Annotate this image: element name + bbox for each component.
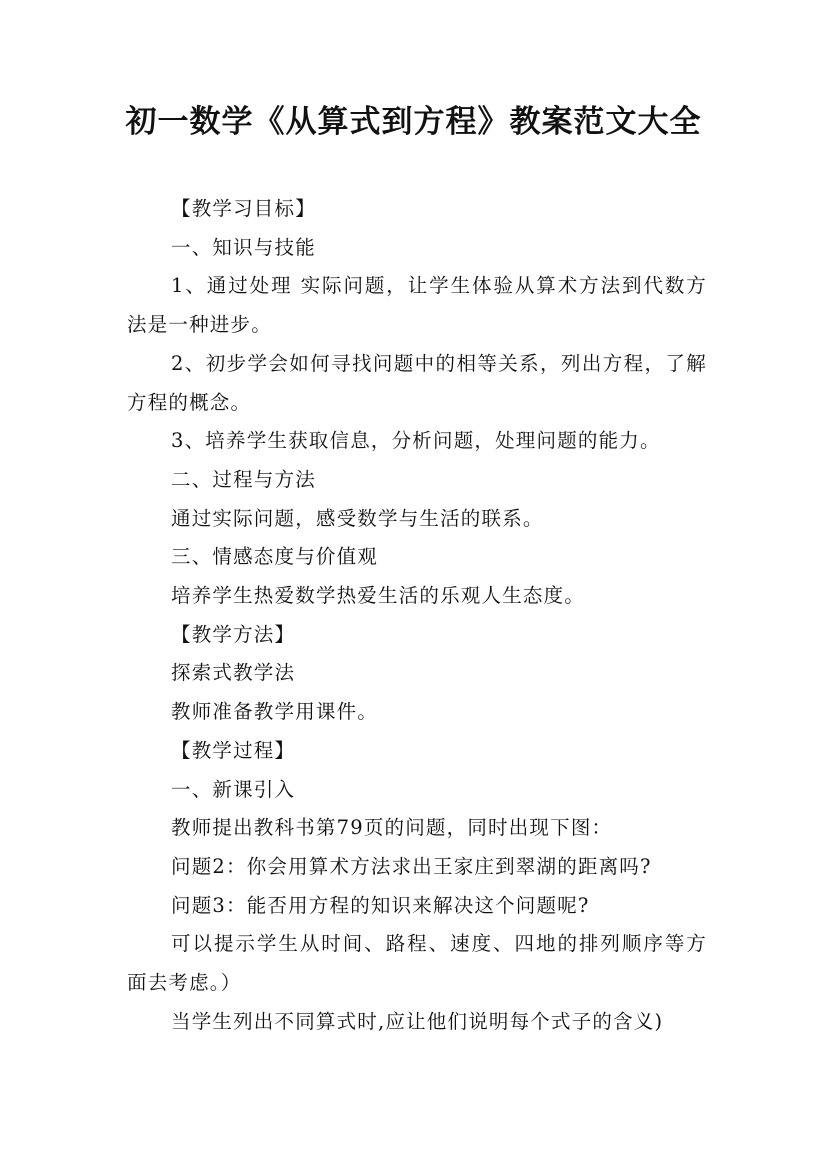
document-title: 初一数学《从算式到方程》教案范文大全 xyxy=(125,104,702,140)
paragraph-question-3: 问题3：能否用方程的知识来解决这个问题呢? xyxy=(171,893,590,917)
paragraph-method: 探索式教学法 xyxy=(171,661,296,685)
paragraph-explain: 当学生列出不同算式时,应让他们说明每个式子的含义) xyxy=(171,1009,664,1033)
paragraph-objective-1: 1、通过处理 实际问题，让学生体验从算术方法到代数方法是一种进步。 xyxy=(127,274,707,337)
section-heading-process: 【教学过程】 xyxy=(171,738,296,762)
subheading-attitude-values: 三、情感态度与价值观 xyxy=(171,545,379,569)
paragraph-objective-2: 2、初步学会如何寻找问题中的相等关系，列出方程，了解方程的概念。 xyxy=(127,351,707,414)
paragraph-textbook-question: 教师提出教科书第79页的问题，同时出现下图： xyxy=(171,816,613,840)
document-body xyxy=(127,190,707,1041)
paragraph-process: 通过实际问题，感受数学与生活的联系。 xyxy=(171,506,544,530)
subheading-introduction: 一、新课引入 xyxy=(171,777,296,801)
section-heading-methods: 【教学方法】 xyxy=(171,622,296,646)
paragraph-question-2: 问题2：你会用算术方法求出王家庄到翠湖的距离吗? xyxy=(171,854,652,878)
paragraph-preparation: 教师准备教学用课件。 xyxy=(171,700,379,724)
paragraph-hint: 可以提示学生从时间、路程、速度、四地的排列顺序等方面去考虑。） xyxy=(127,932,707,995)
subheading-knowledge-skills: 一、知识与技能 xyxy=(171,235,316,259)
paragraph-attitude: 培养学生热爱数学热爱生活的乐观人生态度。 xyxy=(171,584,586,608)
paragraph-objective-3: 3、培养学生获取信息，分析问题，处理问题的能力。 xyxy=(171,429,661,453)
subheading-process-method: 二、过程与方法 xyxy=(171,467,316,491)
section-heading-objectives: 【教学习目标】 xyxy=(171,197,316,220)
